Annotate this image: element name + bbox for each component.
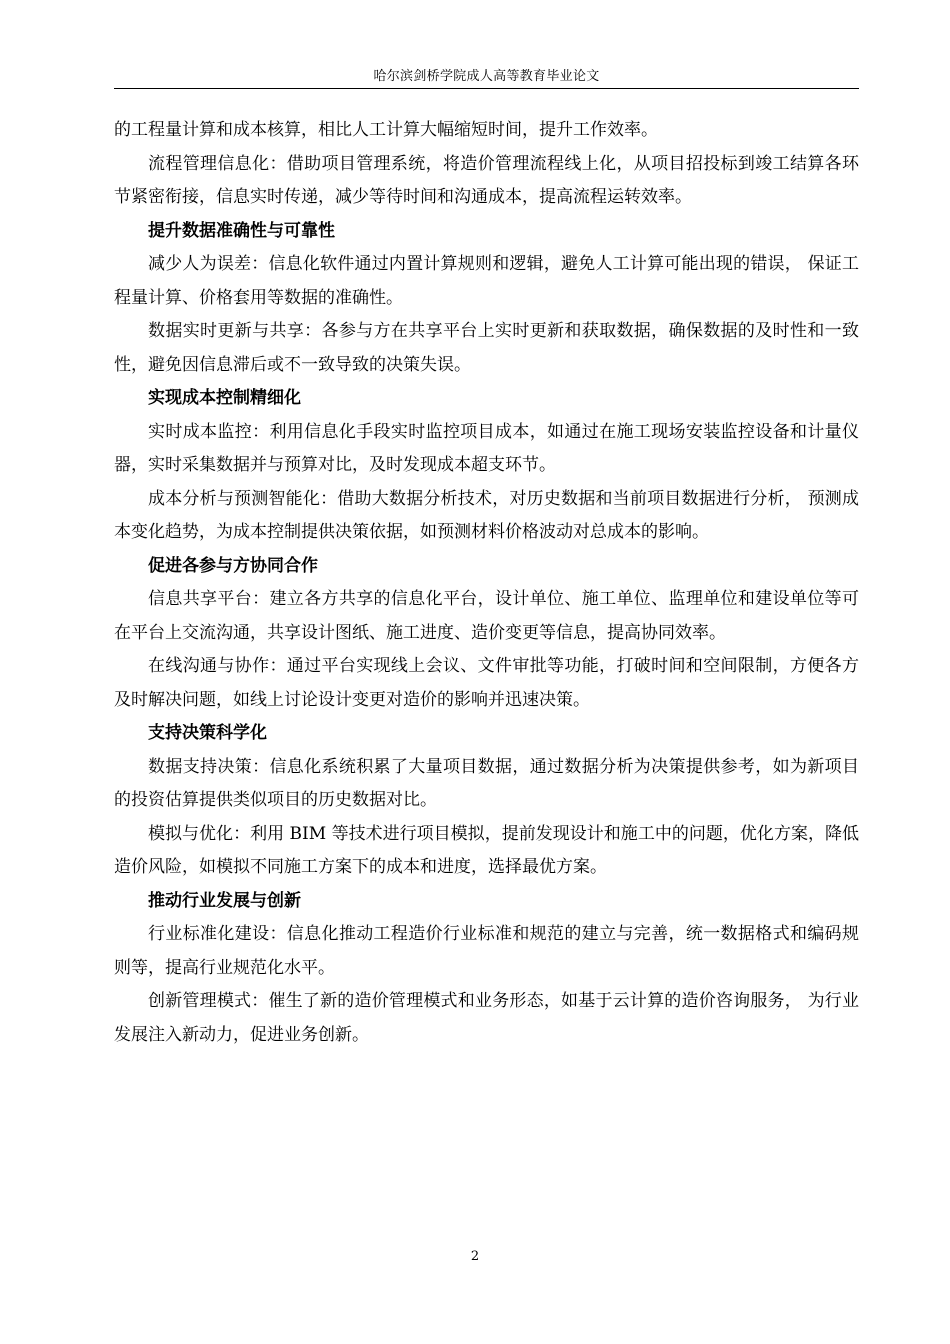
paragraph-continuation: 的工程量计算和成本核算，相比人工计算大幅缩短时间，提升工作效率。 bbox=[114, 120, 658, 140]
page-header: 哈尔滨剑桥学院成人高等教育毕业论文 bbox=[373, 69, 600, 84]
paragraph-industry-standardization: 行业标准化建设：信息化推动工程造价行业标准和规范的建立与完善，统一数据格式和编码规则等，提高行业规范化水平。 bbox=[114, 924, 859, 978]
paragraph-online-collaboration: 在线沟通与协作：通过平台实现线上会议、文件审批等功能，打破时间和空间限制，方便各方及时解决问题，如线上讨论设计变更对造价的影响并迅速决策。 bbox=[114, 656, 859, 710]
section-heading-industry-innovation: 推动行业发展与创新 bbox=[148, 890, 301, 911]
paragraph-realtime-data-sharing: 数据实时更新与共享：各参与方在共享平台上实时更新和获取数据，确保数据的及时性和一致性，避免因信息滞后或不一致导致的决策失误。 bbox=[114, 321, 859, 375]
page-number: 2 bbox=[470, 1249, 480, 1264]
paragraph-info-sharing-platform: 信息共享平台：建立各方共享的信息化平台，设计单位、施工单位、监理单位和建设单位等可在平台上交流沟通，共享设计图纸、施工进度、造价变更等信息，提高协同效率。 bbox=[114, 589, 859, 643]
paragraph-reduce-human-error: 减少人为误差：信息化软件通过内置计算规则和逻辑，避免人工计算可能出现的错误， 保证工程量计算、价格套用等数据的准确性。 bbox=[114, 254, 859, 308]
document-body bbox=[114, 114, 859, 1052]
section-heading-collaboration: 促进各参与方协同合作 bbox=[148, 555, 318, 576]
section-heading-data-accuracy: 提升数据准确性与可靠性 bbox=[148, 220, 335, 241]
paragraph-process-management: 流程管理信息化：借助项目管理系统，将造价管理流程线上化，从项目招投标到竣工结算各环节紧密衔接，信息实时传递，减少等待时间和沟通成本，提高流程运转效率。 bbox=[114, 153, 859, 207]
paragraph-data-driven-decisions: 数据支持决策：信息化系统积累了大量项目数据，通过数据分析为决策提供参考，如为新项目的投资估算提供类似项目的历史数据对比。 bbox=[114, 756, 859, 810]
paragraph-innovative-management: 创新管理模式：催生了新的造价管理模式和业务形态，如基于云计算的造价咨询服务， 为行业发展注入新动力，促进业务创新。 bbox=[114, 991, 859, 1045]
paragraph-simulation-optimization: 模拟与优化：利用 BIM 等技术进行项目模拟，提前发现设计和施工中的问题，优化方案，降低造价风险，如模拟不同施工方案下的成本和进度，选择最优方案。 bbox=[114, 823, 859, 877]
section-heading-cost-control: 实现成本控制精细化 bbox=[148, 388, 301, 408]
section-heading-decision-making: 支持决策科学化 bbox=[148, 723, 267, 743]
paragraph-cost-analysis-prediction: 成本分析与预测智能化：借助大数据分析技术，对历史数据和当前项目数据进行分析， 预测成本变化趋势，为成本控制提供决策依据，如预测材料价格波动对总成本的影响。 bbox=[114, 488, 859, 542]
paragraph-realtime-cost-monitoring: 实时成本监控：利用信息化手段实时监控项目成本，如通过在施工现场安装监控设备和计量仪器，实时采集数据并与预算对比，及时发现成本超支环节。 bbox=[114, 421, 859, 475]
header-rule bbox=[114, 88, 859, 89]
